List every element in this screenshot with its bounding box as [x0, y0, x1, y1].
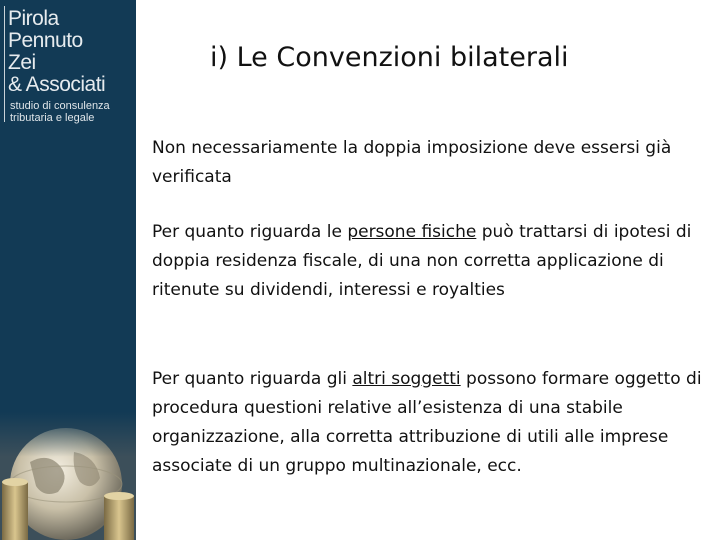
- logo-line-1: Pirola: [8, 7, 59, 30]
- logo-subtitle-1: studio di consulenza: [10, 100, 110, 112]
- logo-divider: [4, 6, 5, 122]
- paragraph-2-underlined: persone fisiche: [347, 222, 477, 242]
- paragraph-2: [152, 218, 704, 305]
- slide-title: i) Le Convenzioni bilaterali: [210, 42, 569, 73]
- paragraph-3-underlined: altri soggetti: [352, 369, 461, 389]
- paragraph-3-rest: possono formare oggetto di procedura questioni relative all’esistenza di una stabile organizzazione, alla corretta attribuzione di utili alle imprese associate di un gruppo multinazionale, ecc.: [152, 369, 702, 476]
- paragraph-3-lead: Per quanto riguarda gli: [152, 369, 353, 389]
- globe-coins-image: [0, 412, 136, 540]
- paragraph-1: [152, 134, 704, 192]
- logo-line-3: Zei: [8, 51, 36, 74]
- sidebar: [0, 0, 136, 540]
- logo-line-4: & Associati: [8, 73, 106, 96]
- paragraph-2-rest: può trattarsi di ipotesi di doppia residenza fiscale, di una non corretta applicazione di ritenute su dividendi, interessi e royalties: [152, 222, 692, 300]
- logo-subtitle-2: tributaria e legale: [10, 112, 95, 124]
- paragraph-1-text: Non necessariamente la doppia imposizione deve essersi già verificata: [152, 138, 672, 187]
- logo-line-2: Pennuto: [8, 29, 83, 52]
- paragraph-3: [152, 365, 704, 481]
- paragraph-2-lead: Per quanto riguarda le: [152, 222, 348, 242]
